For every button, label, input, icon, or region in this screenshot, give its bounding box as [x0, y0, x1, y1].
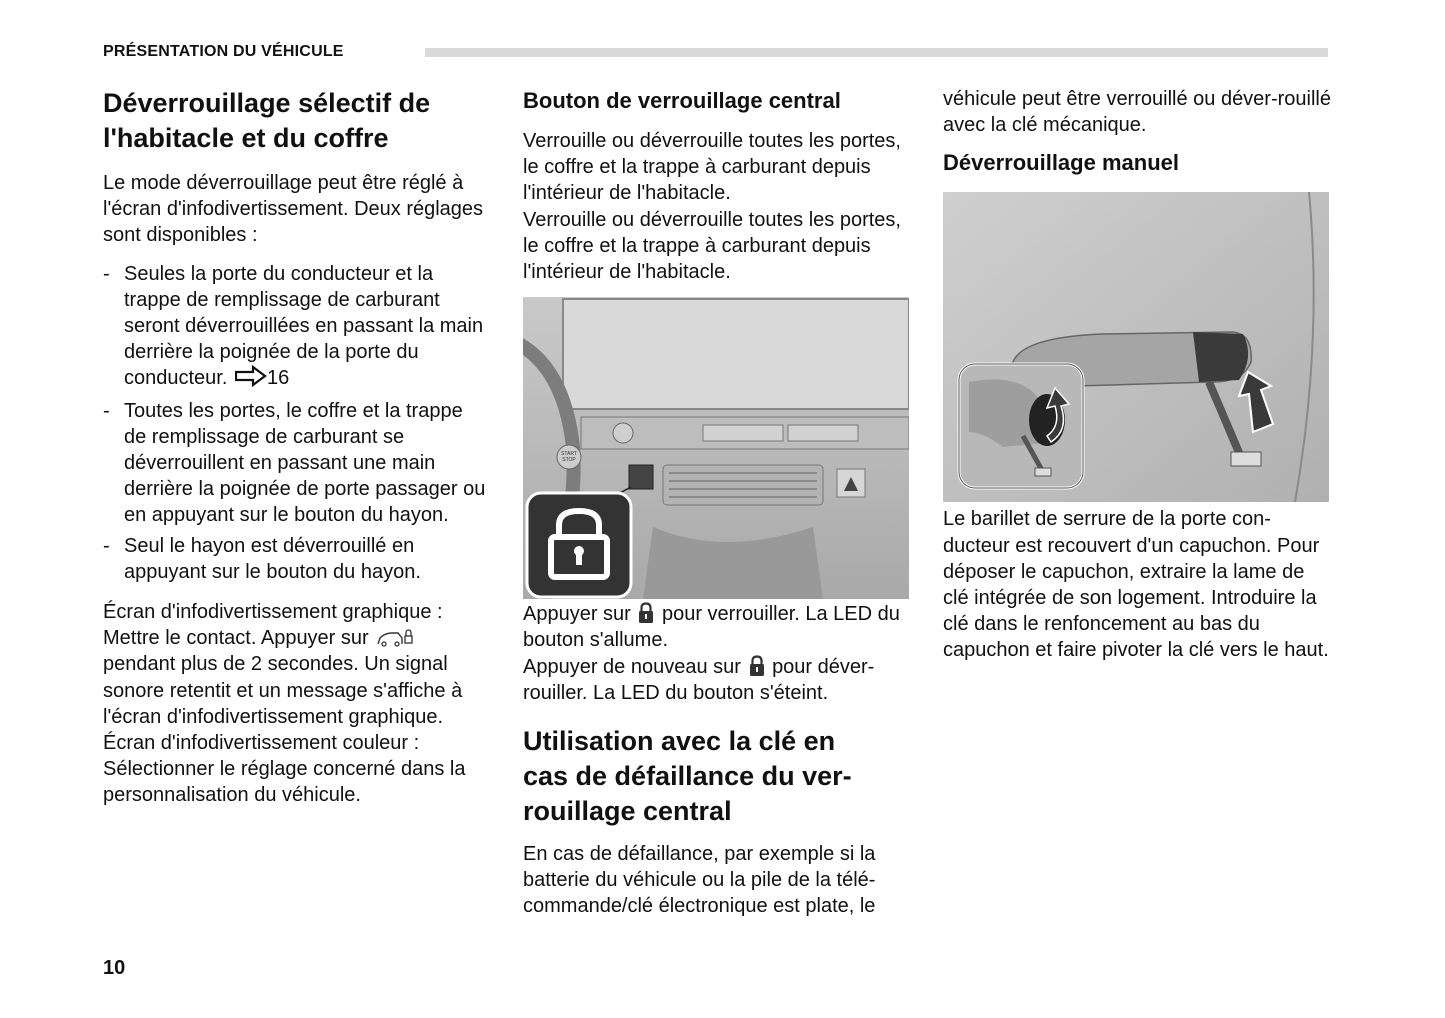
color-screen-text: Sélectionner le réglage concerné dans la personnalisation du véhicule.: [103, 758, 466, 807]
arrow-reference-icon: [235, 365, 267, 387]
heading-line: cas de défaillance du ver-: [523, 761, 852, 792]
list-item-text: Toutes les portes, le coffre et la trappe de remplissage de carburant se déverrouillent en passant une main derrière la poignée de porte passager ou en appuyant sur le bouton du hayon.: [124, 399, 486, 527]
header-title: PRÉSENTATION DU VÉHICULE: [103, 43, 344, 60]
dash-bullet: -: [103, 399, 110, 422]
unlock-modes-list: [103, 261, 488, 585]
color-screen-label: Écran d'infodivertissement couleur :: [103, 732, 420, 755]
start-stop-label: STOP: [562, 457, 576, 464]
subheading-manual-unlock: Déverrouillage manuel: [943, 150, 1179, 176]
start-stop-label: START: [561, 451, 577, 458]
heading-line: rouillage central: [523, 796, 732, 827]
dashboard-illustration: [523, 297, 909, 599]
failure-paragraph: En cas de défaillance, par exemple si la batterie du véhicule ou la pile de la télé-commande/clé électronique est plate, le: [523, 843, 876, 918]
door-handle-illustration: [943, 192, 1329, 502]
list-item: [103, 533, 488, 585]
column-right: [943, 86, 1333, 664]
press-unlock-before: Appuyer de nouveau sur: [523, 655, 741, 678]
intro-paragraph: Le mode déverrouillage peut être réglé à l'écran d'infodivertissement. Deux réglages sont disponibles :: [103, 172, 484, 247]
section-heading-selective-unlock: [103, 86, 488, 156]
press-lock-after: pour verrouiller. La LED du bouton s'allume.: [523, 603, 900, 652]
dashboard-photo: [523, 297, 909, 599]
subheading-central-lock-button: Bouton de verrouillage central: [523, 88, 841, 113]
list-item-text: Seul le hayon est déverrouillé en appuyant sur le bouton du hayon.: [124, 534, 421, 583]
description-text: Verrouille ou déverrouille toutes les portes, le coffre et la trappe à carburant depuis l'intérieur de l'habitacle.: [523, 130, 901, 205]
graphic-screen-paragraph: [103, 599, 488, 809]
list-item-text: Seules la porte du conducteur et la trappe de remplissage de carburant seront déverrouillées en passant la main derrière la poignée de la porte du conducteur.: [124, 262, 484, 390]
section-heading-key-use: [523, 724, 918, 829]
graphic-text-before: Mettre le contact. Appuyer sur: [103, 627, 369, 650]
lock-icon: [749, 655, 765, 677]
door-handle-photo: [943, 192, 1329, 502]
heading-line: Utilisation avec la clé en: [523, 726, 836, 757]
page-number: 10: [103, 957, 126, 979]
car-lock-icon: [376, 627, 414, 647]
dash-bullet: -: [103, 262, 110, 285]
lock-icon: [638, 602, 654, 624]
list-item: [103, 261, 488, 392]
heading-line: Déverrouillage sélectif de: [103, 88, 431, 118]
dash-bullet: -: [103, 534, 110, 557]
column-middle: [523, 86, 918, 920]
heading-line: l'habitacle et du coffre: [103, 123, 389, 153]
manual-unlock-paragraph: Le barillet de serrure de la porte con-ducteur est recouvert d'un capuchon. Pour déposer le capuchon, extraire la lame de clé intégrée de son logement. Introduire la clé dans le renfoncement au bas du capuchon et faire pivoter la clé vers le haut.: [943, 508, 1329, 662]
press-lock-before: Appuyer sur: [523, 603, 631, 626]
header-rule: [425, 48, 1328, 57]
column-left: [103, 86, 488, 809]
continued-paragraph: véhicule peut être verrouillé ou déver-rouillé avec la clé mécanique.: [943, 88, 1331, 137]
lock-instructions: [523, 601, 918, 706]
graphic-text-after: pendant plus de 2 secondes. Un signal sonore retentit et un message s'affiche à l'écran d'infodivertissement graphique.: [103, 653, 463, 728]
description-text: Verrouille ou déverrouille toutes les portes, le coffre et la trappe à carburant depuis l'intérieur de l'habitacle.: [523, 208, 901, 284]
page-reference[interactable]: 16: [266, 367, 290, 390]
description-paragraph: [523, 128, 918, 285]
list-item: [103, 398, 488, 529]
press-unlock-after: pour déver-rouiller. La LED du bouton s'éteint.: [523, 655, 875, 704]
graphic-screen-label: Écran d'infodivertissement graphique :: [103, 601, 443, 624]
